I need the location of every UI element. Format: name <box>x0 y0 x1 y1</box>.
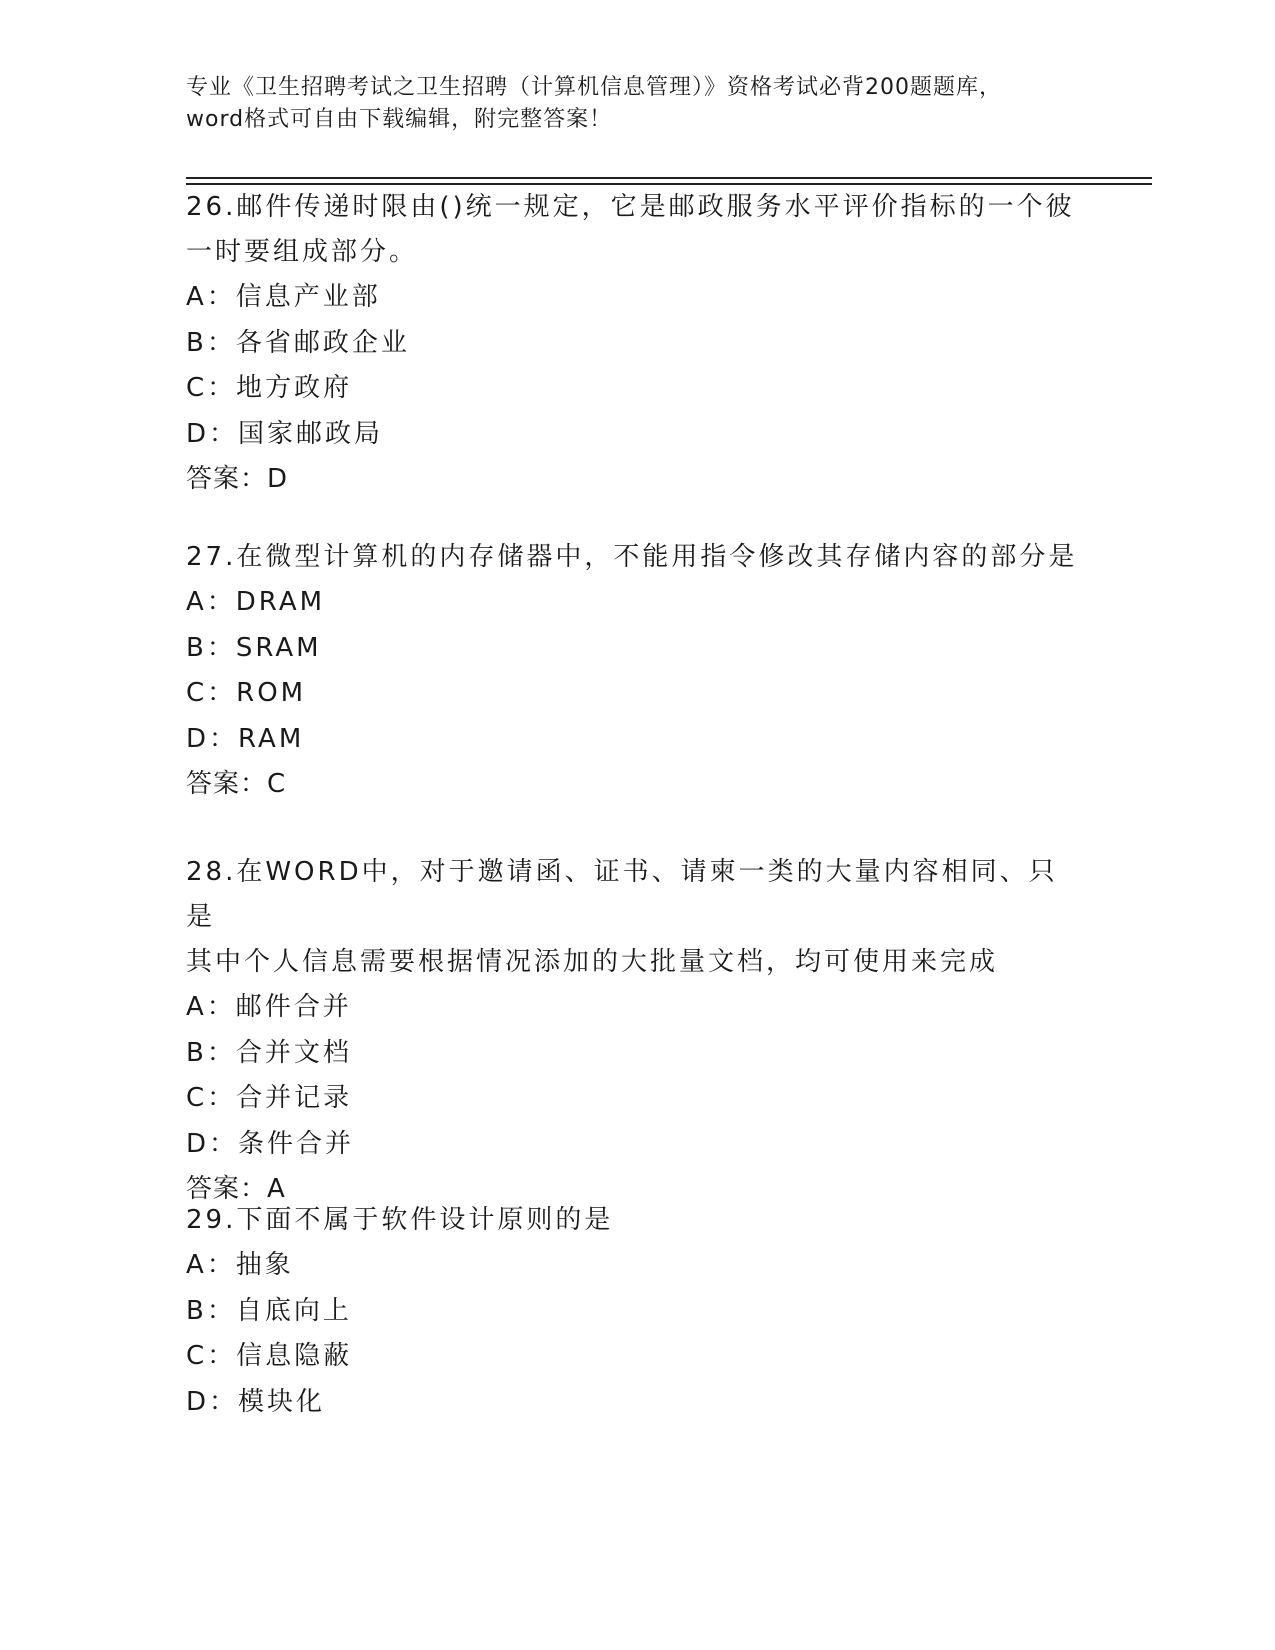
option-b: B：自底向上 <box>186 1295 352 1326</box>
option-a: A：信息产业部 <box>186 282 381 312</box>
option-d: D：模块化 <box>186 1386 326 1417</box>
answer-line: 答案：C <box>186 769 287 799</box>
question-stem-line: 28.在WORD中，对于邀请函、证书、请柬一类的大量内容相同、只是 <box>186 857 1058 932</box>
question-29 <box>186 1198 1086 1425</box>
option-b: B：各省邮政企业 <box>186 327 410 358</box>
question-27 <box>186 535 1086 808</box>
header-title-line-2: word格式可自由下载编辑，附完整答案！ <box>186 107 613 132</box>
question-stem-line: 一时要组成部分。 <box>186 237 419 267</box>
option-d: D：国家邮政局 <box>186 418 384 449</box>
option-d: D：RAM <box>186 723 305 754</box>
document-header <box>186 72 1086 136</box>
question-stem-line: 26.邮件传递时限由()统一规定，它是邮政服务水平评价指标的一个彼 <box>186 192 1075 222</box>
option-c: C：合并记录 <box>186 1083 353 1113</box>
answer-line: 答案：D <box>186 464 289 494</box>
header-divider-top <box>186 177 1152 179</box>
question-stem-line: 29.下面不属于软件设计原则的是 <box>186 1205 614 1235</box>
header-title-line-1: 专业《卫生招聘考试之卫生招聘（计算机信息管理）》资格考试必背200题题库， <box>186 75 1002 100</box>
answer-line: 答案：A <box>186 1174 286 1204</box>
option-c: C：信息隐蔽 <box>186 1341 353 1371</box>
option-c: C：地方政府 <box>186 373 353 403</box>
question-28 <box>186 850 1086 1213</box>
option-a: A：抽象 <box>186 1250 294 1280</box>
question-stem-line: 其中个人信息需要根据情况添加的大批量文档，均可使用来完成 <box>186 947 999 977</box>
question-stem-line: 27.在微型计算机的内存储器中，不能用指令修改其存储内容的部分是 <box>186 542 1078 572</box>
option-d: D：条件合并 <box>186 1128 355 1159</box>
option-b: B：SRAM <box>186 632 322 663</box>
option-a: A：DRAM <box>186 587 326 617</box>
question-26 <box>186 185 1086 503</box>
option-c: C：ROM <box>186 678 307 708</box>
option-b: B：合并文档 <box>186 1037 352 1068</box>
option-a: A：邮件合并 <box>186 992 352 1022</box>
